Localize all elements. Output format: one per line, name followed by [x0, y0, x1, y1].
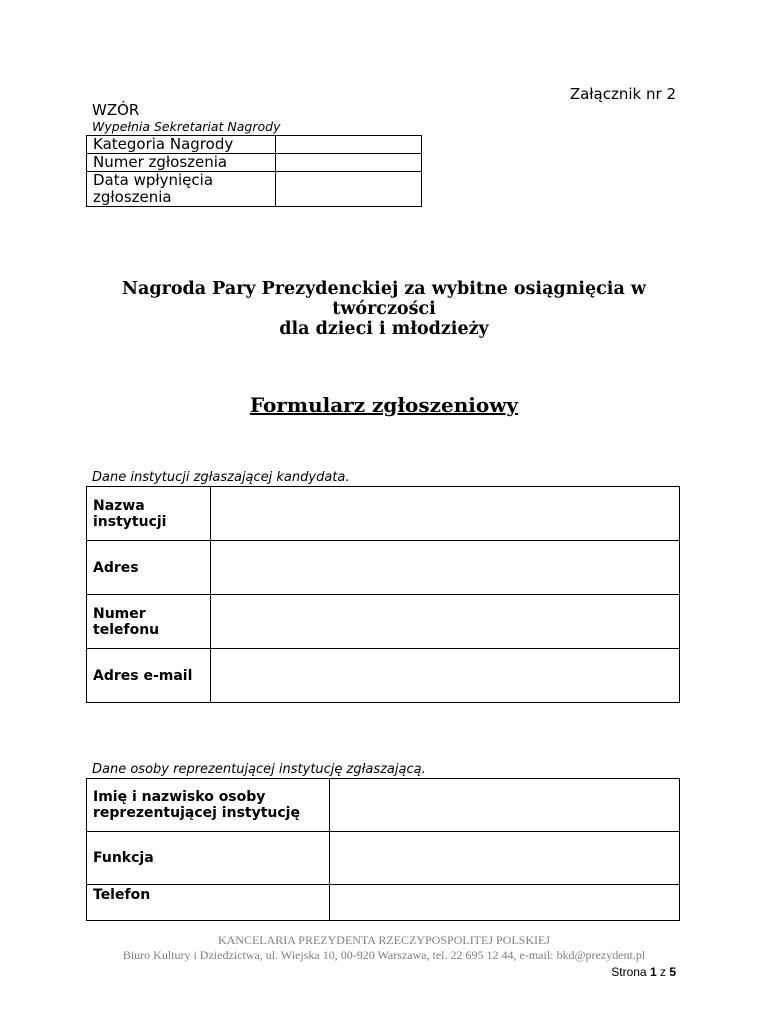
row-label-email: Adres e-mail — [87, 649, 211, 703]
template-label: WZÓR — [92, 101, 140, 119]
row-label-telephone: Telefon — [87, 885, 330, 921]
institution-note: Dane instytucji zgłaszającej kandydata. — [92, 470, 350, 485]
row-label-institution-name: Nazwa instytucji — [87, 487, 211, 541]
institution-name-field[interactable] — [211, 487, 680, 541]
representative-table — [86, 778, 680, 921]
secretariat-table — [86, 135, 422, 207]
award-title-line2: dla dzieci i młodzieży — [279, 319, 489, 339]
table-row — [87, 649, 680, 703]
footer-office: KANCELARIA PREZYDENTA RZECZYPOSPOLITEJ POLSKIEJ — [217, 933, 551, 947]
attachment-label: Załącznik nr 2 — [569, 85, 676, 103]
row-label-category: Kategoria Nagrody — [87, 136, 276, 154]
email-field[interactable] — [211, 649, 680, 703]
table-row — [87, 487, 680, 541]
page-prefix: Strona — [611, 965, 647, 979]
award-title-line1: Nagroda Pary Prezydenckiej za wybitne osiągnięcia w twórczości — [122, 279, 646, 319]
telephone-field[interactable] — [330, 885, 680, 921]
date-field[interactable] — [276, 171, 422, 206]
table-row — [87, 885, 680, 921]
rep-name-field[interactable] — [330, 779, 680, 832]
institution-table — [86, 486, 680, 703]
row-label-rep-name: Imię i nazwisko osoby reprezentującej instytucję — [87, 779, 330, 832]
page-total: 5 — [669, 965, 676, 979]
table-row — [87, 832, 680, 885]
form-title: Formularz zgłoszeniowy — [249, 393, 519, 417]
row-label-date: Data wpłynięcia zgłoszenia — [87, 171, 276, 206]
award-title — [0, 279, 768, 339]
row-label-function: Funkcja — [87, 832, 330, 885]
fill-note: Wypełnia Sekretariat Nagrody — [92, 119, 281, 134]
table-row — [87, 779, 680, 832]
function-field[interactable] — [330, 832, 680, 885]
category-field[interactable] — [276, 136, 422, 154]
page-separator: z — [659, 965, 666, 979]
table-row — [87, 171, 422, 206]
row-label-phone: Numer telefonu — [87, 595, 211, 649]
table-row — [87, 136, 422, 154]
table-row — [87, 541, 680, 595]
phone-field[interactable] — [211, 595, 680, 649]
footer-address: Biuro Kultury i Dziedzictwa, ul. Wiejska 10, 00-920 Warszawa, tel. 22 695 12 44, e-mail: bkd@prezydent.pl — [122, 948, 646, 962]
table-row — [87, 154, 422, 172]
page-current: 1 — [649, 965, 657, 979]
address-field[interactable] — [211, 541, 680, 595]
row-label-number: Numer zgłoszenia — [87, 154, 276, 172]
page-number — [611, 965, 676, 979]
row-label-address: Adres — [87, 541, 211, 595]
representative-note: Dane osoby reprezentującej instytucję zgłaszającą. — [92, 762, 426, 777]
table-row — [87, 595, 680, 649]
number-field[interactable] — [276, 154, 422, 172]
